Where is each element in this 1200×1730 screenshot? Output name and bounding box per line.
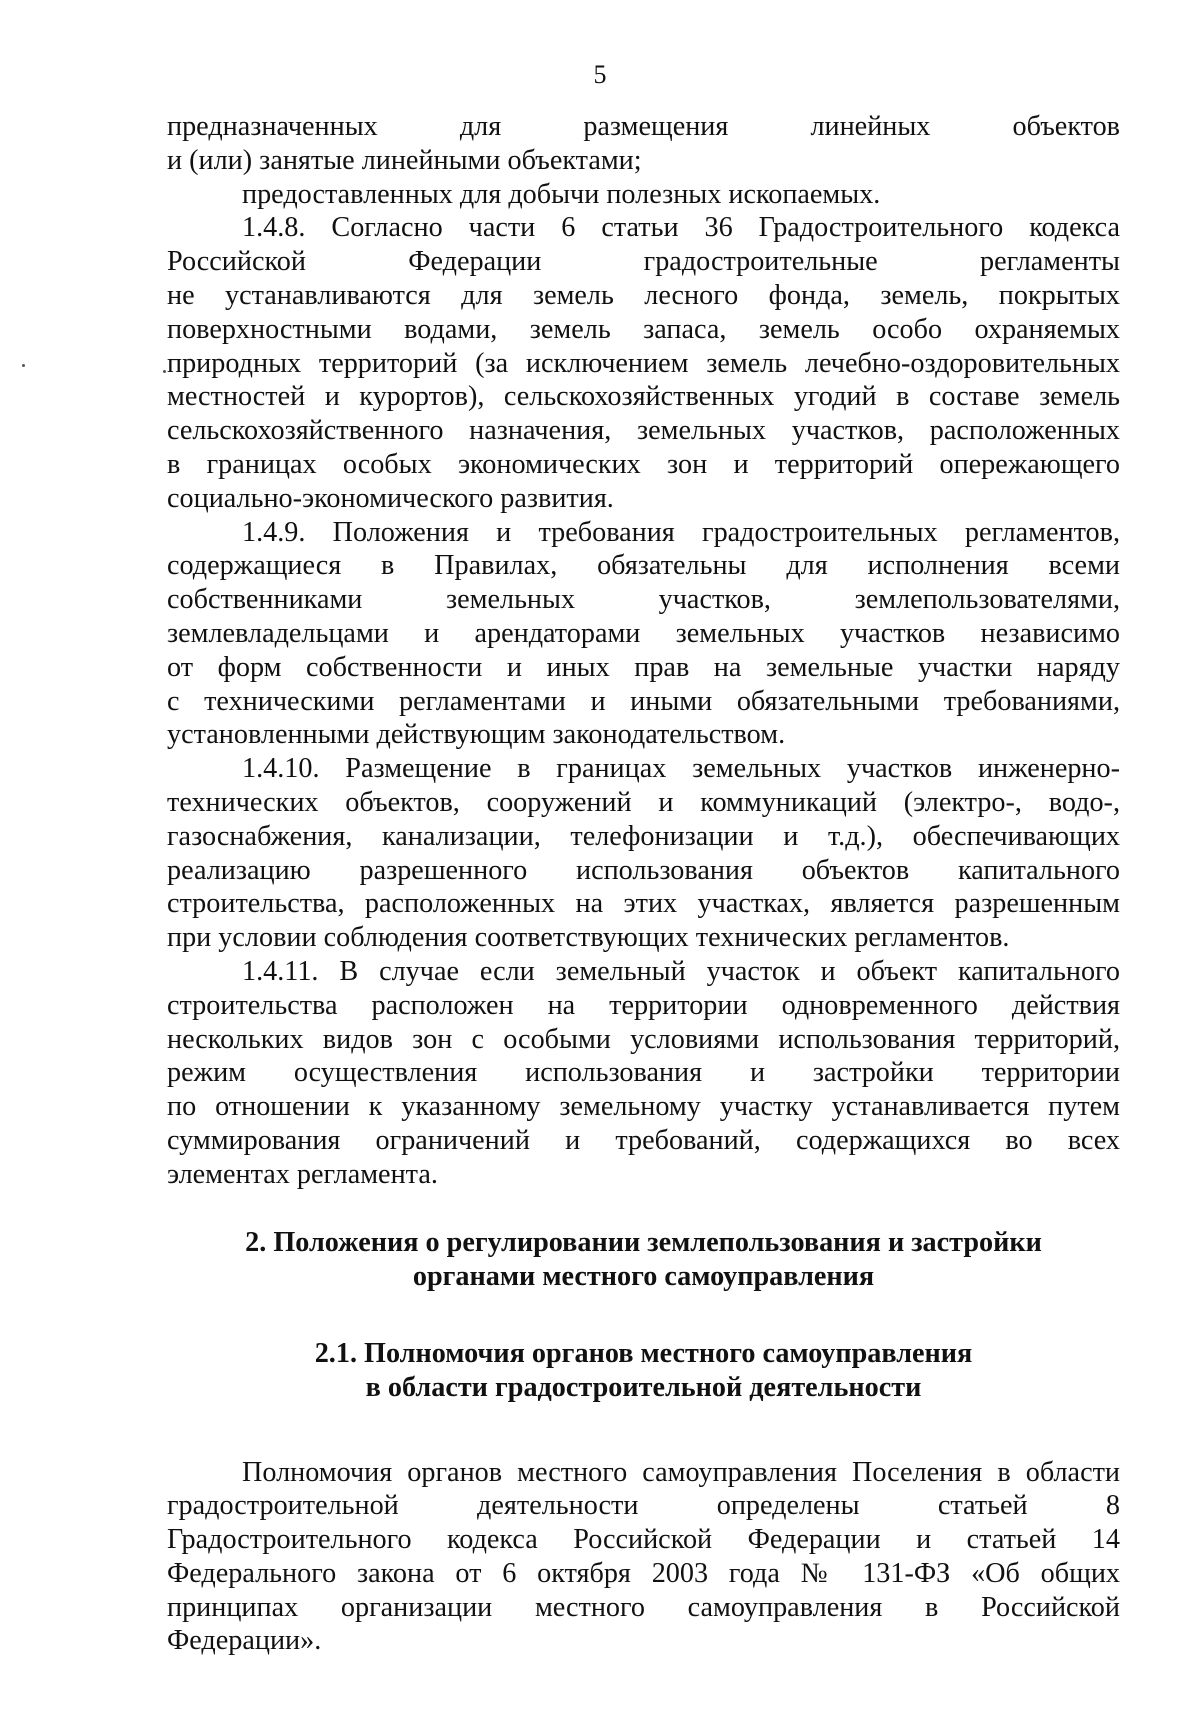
paragraph-line: 1.4.8. Согласно части 6 статьи 36 Градостроительного кодекса xyxy=(242,212,1120,244)
subsection-heading-line: в области градостроительной деятельности xyxy=(365,1371,922,1403)
paragraph-line: собственниками земельных участков, землепользователями, xyxy=(167,584,1120,616)
paragraph-line: предоставленных для добычи полезных ископаемых. xyxy=(242,178,881,210)
paragraph-line: природных территорий (за исключением земель лечебно-оздоровительных xyxy=(167,347,1120,379)
paragraph-line: Федерального закона от 6 октября 2003 года № 131-ФЗ «Об общих xyxy=(167,1557,1120,1589)
paragraph-list xyxy=(167,110,1120,1192)
document-body xyxy=(167,110,1120,1658)
paragraph xyxy=(167,752,1120,955)
section-heading xyxy=(167,1226,1120,1294)
paragraph-line: 1.4.9. Положения и требования градостроительных регламентов, xyxy=(242,516,1120,548)
paragraph xyxy=(167,516,1120,753)
closing-paragraph xyxy=(167,1456,1120,1659)
paragraph-line: в границах особых экономических зон и территорий опережающего xyxy=(167,448,1120,480)
paragraph-line: не устанавливаются для земель лесного фонда, земель, покрытых xyxy=(167,279,1120,311)
paragraph-line: 1.4.10. Размещение в границах земельных участков инженерно- xyxy=(242,753,1120,785)
paragraph-line: градостроительной деятельности определены статьей 8 xyxy=(167,1490,1120,1522)
section-heading-line: 2. Положения о регулировании землепользования и застройки xyxy=(245,1226,1042,1258)
paragraph-line: технических объектов, сооружений и коммуникаций (электро-, водо-, xyxy=(167,786,1120,818)
subsection-heading xyxy=(167,1337,1120,1405)
paragraph-line: принципах организации местного самоуправления в Российской xyxy=(167,1591,1120,1623)
subsection-heading-line: 2.1. Полномочия органов местного самоуправления xyxy=(314,1337,973,1369)
paragraph-line: поверхностными водами, земель запаса, земель особо охраняемых xyxy=(167,313,1120,345)
section-heading-line: органами местного самоуправления xyxy=(412,1260,875,1292)
paragraph-line: режим осуществления использования и застройки территории xyxy=(167,1057,1120,1089)
paragraph-line: суммирования ограничений и требований, содержащихся во всех xyxy=(167,1124,1120,1156)
paragraph xyxy=(167,955,1120,1192)
paragraph-line: сельскохозяйственного назначения, земельных участков, расположенных xyxy=(167,415,1120,447)
paragraph-line: содержащиеся в Правилах, обязательны для исполнения всеми xyxy=(167,550,1120,582)
paragraph-line: элементах регламента. xyxy=(167,1158,438,1190)
paragraph-line: Градостроительного кодекса Российской Федерации и статьей 14 xyxy=(167,1524,1120,1556)
scan-speck xyxy=(22,364,25,367)
paragraph-line: землевладельцами и арендаторами земельных участков независимо xyxy=(167,617,1120,649)
paragraph-line: нескольких видов зон с особыми условиями использования территорий, xyxy=(167,1023,1120,1055)
paragraph-line: Полномочия органов местного самоуправления Поселения в области xyxy=(242,1456,1120,1488)
paragraph-line: газоснабжения, канализации, телефонизации и т.д.), обеспечивающих xyxy=(167,820,1120,852)
paragraph-line: Федерации». xyxy=(167,1625,322,1657)
paragraph-line: реализацию разрешенного использования объектов капитального xyxy=(167,854,1120,886)
paragraph-line: установленными действующим законодательством. xyxy=(167,719,786,751)
paragraph-line: и (или) занятые линейными объектами; xyxy=(167,144,642,176)
paragraph-line: социально-экономического развития. xyxy=(167,482,614,514)
paragraph-line: при условии соблюдения соответствующих технических регламентов. xyxy=(167,922,1010,954)
paragraph-line: строительства расположен на территории одновременного действия xyxy=(167,989,1120,1021)
page-number: 5 xyxy=(593,60,607,89)
paragraph xyxy=(167,178,1120,212)
paragraph-line: строительства, расположенных на этих участках, является разрешенным xyxy=(167,888,1120,920)
scan-speck xyxy=(163,370,166,373)
paragraph-line: местностей и курортов), сельскохозяйственных угодий в составе земель xyxy=(167,381,1120,413)
paragraph-line: Российской Федерации градостроительные регламенты xyxy=(167,246,1120,278)
paragraph-line: от форм собственности и иных прав на земельные участки наряду xyxy=(167,651,1120,683)
paragraph xyxy=(167,110,1120,178)
paragraph-line: предназначенных для размещения линейных объектов xyxy=(167,111,1120,142)
paragraph-line: по отношении к указанному земельному участку устанавливается путем xyxy=(167,1091,1120,1123)
paragraph-line: 1.4.11. В случае если земельный участок и объект капитального xyxy=(242,955,1120,987)
paragraph xyxy=(167,211,1120,515)
paragraph-line: с техническими регламентами и иными обязательными требованиями, xyxy=(167,685,1120,717)
